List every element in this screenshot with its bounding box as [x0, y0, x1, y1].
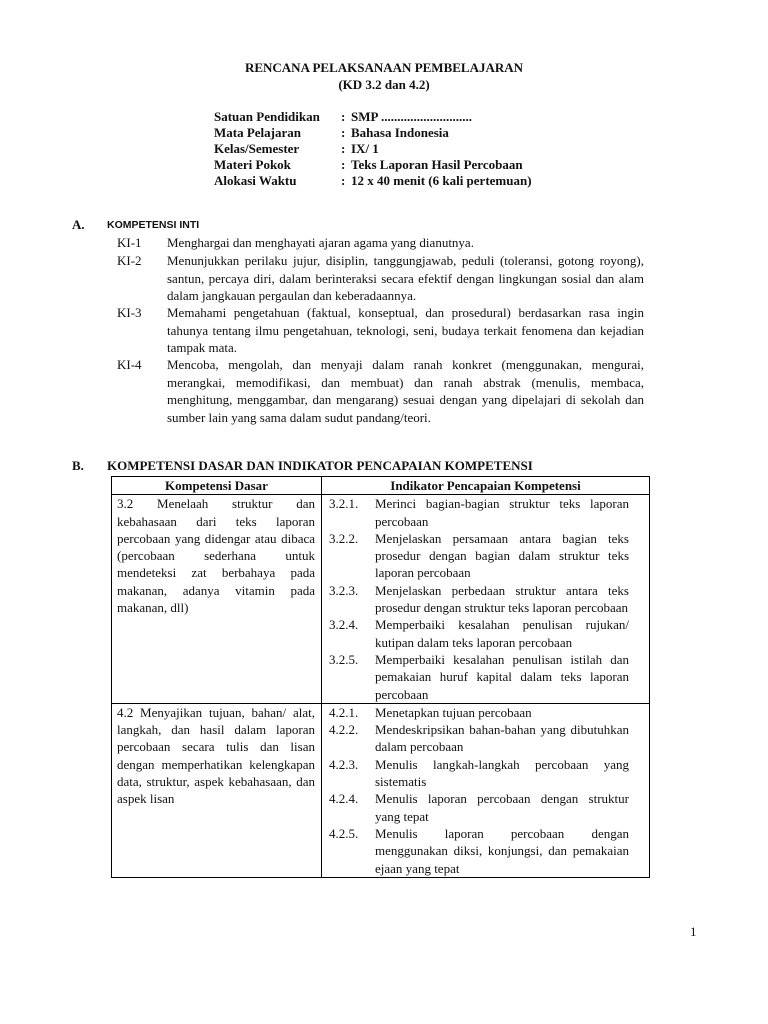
indicator-item: [329, 756, 629, 791]
indicator-item: [329, 825, 629, 877]
document-title: RENCANA PELAKSANAAN PEMBELAJARAN: [244, 60, 524, 75]
meta-separator: :: [341, 173, 346, 188]
indicator-item: [329, 790, 629, 825]
competency-table: [111, 476, 650, 878]
indicator-text: Memperbaiki kesalahan penulisan istilah dan pemakaian huruf kapital dalam teks laporan percobaan: [375, 651, 629, 702]
meta-key: Satuan Pendidikan: [214, 109, 320, 124]
meta-value: Bahasa Indonesia: [351, 125, 449, 140]
meta-key: Materi Pokok: [214, 157, 291, 172]
indicator-item: [329, 616, 629, 651]
ki-code: KI-3: [117, 305, 142, 320]
indicator-item: [329, 530, 629, 582]
section-a-letter: A.: [72, 217, 85, 232]
ki-text: Menghargai dan menghayati ajaran agama yang dianutnya.: [167, 235, 474, 250]
meta-key: Kelas/Semester: [214, 141, 300, 156]
meta-row-materi-pokok: [214, 157, 532, 173]
meta-value: Teks Laporan Hasil Percobaan: [351, 157, 523, 172]
ki-code: KI-1: [117, 235, 142, 250]
indicator-text: Menjelaskan persamaan antara bagian teks prosedur dengan bagian dalam struktur teks laporan percobaan: [375, 530, 629, 581]
indicator-item: [329, 495, 629, 530]
meta-key: Alokasi Waktu: [214, 173, 297, 188]
meta-value: IX/ 1: [351, 141, 379, 156]
indicator-item: [329, 704, 629, 721]
meta-separator: :: [341, 141, 346, 156]
indicator-text: Menulis langkah-langkah percobaan yang sistematis: [375, 756, 629, 790]
ki-code: KI-4: [117, 357, 142, 372]
indicator-code: 3.2.2.: [329, 530, 359, 546]
ki-text: Mencoba, mengolah, dan menyaji dalam ranah konkret (menggunakan, mengurai, merangkai, memodifikasi, dan membuat) dan ranah abstrak (menulis, membaca, menghitung, menggambar, dan mengarang) sesuai dengan yang dipelajari di sekolah dan sumber lain yang sama dalam sudut pandang/teori.: [167, 357, 644, 425]
column-header-kompetensi-dasar: Kompetensi Dasar: [112, 477, 322, 495]
indicator-item: [329, 582, 629, 617]
indicator-code: 4.2.3.: [329, 756, 359, 772]
kd-cell: 4.2 Menyajikan tujuan, bahan/ alat, langkah, dan hasil dalam laporan percobaan secara tulis dan lisan dengan memperhatikan kelengkapan data, struktur, aspek kebahasaan, dan aspek lisan: [112, 703, 322, 877]
indicator-code: 3.2.1.: [329, 496, 359, 512]
indicator-code: 4.2.4.: [329, 791, 359, 807]
indicator-code: 4.2.2.: [329, 722, 359, 738]
ki-code: KI-2: [117, 253, 142, 268]
ki-item-2: [117, 252, 644, 305]
table-row: [112, 703, 650, 877]
indicator-code: 3.2.5.: [329, 651, 359, 667]
ki-item-1: [117, 234, 644, 252]
column-header-indikator: Indikator Pencapaian Kompetensi: [322, 477, 650, 495]
table-row: [112, 495, 650, 704]
table-header-row: [112, 477, 650, 495]
meta-value: 12 x 40 menit (6 kali pertemuan): [351, 173, 532, 188]
page-number: 1: [690, 924, 697, 939]
ki-text: Menunjukkan perilaku jujur, disiplin, tanggungjawab, peduli (toleransi, gotong royong), santun, percaya diri, dalam berinteraksi secara efektif dengan lingkungan sosial dan alam dalam jangkauan pergaulan dan keberadaannya.: [167, 253, 644, 303]
indicator-text: Menulis laporan percobaan dengan struktur yang tepat: [375, 791, 629, 824]
meta-row-mata-pelajaran: [214, 125, 532, 141]
indicator-code: 4.2.5.: [329, 825, 359, 841]
indicator-item: [329, 721, 629, 756]
indicator-text: Merinci bagian-bagian struktur teks laporan percobaan: [375, 496, 629, 529]
indicator-text: Menetapkan tujuan percobaan: [375, 704, 532, 720]
meta-separator: :: [341, 109, 346, 124]
section-b-heading: KOMPETENSI DASAR DAN INDIKATOR PENCAPAIAN KOMPETENSI: [107, 458, 533, 473]
section-b-letter: B.: [72, 458, 84, 473]
indicator-text: Mendeskripsikan bahan-bahan yang dibutuhkan dalam percobaan: [375, 722, 629, 755]
indicator-text: Memperbaiki kesalahan penulisan rujukan/ kutipan dalam teks laporan percobaan: [375, 617, 629, 650]
meta-separator: :: [341, 125, 346, 140]
indicator-cell: [322, 495, 650, 704]
meta-key: Mata Pelajaran: [214, 125, 302, 140]
indicator-code: 3.2.3.: [329, 582, 359, 598]
ki-item-3: [117, 304, 644, 357]
ki-text: Memahami pengetahuan (faktual, konseptual, dan prosedural) berdasarkan rasa ingin tahunya tentang ilmu pengetahuan, teknologi, seni, budaya terkait fenomena dan kejadian tampak mata.: [167, 305, 644, 355]
meta-row-alokasi-waktu: [214, 173, 532, 189]
identity-block: [214, 109, 532, 189]
indicator-code: 4.2.1.: [329, 704, 359, 720]
indicator-code: 3.2.4.: [329, 617, 359, 633]
meta-row-satuan-pendidikan: [214, 109, 532, 125]
meta-row-kelas-semester: [214, 141, 532, 157]
indicator-text: Menjelaskan perbedaan struktur antara teks prosedur dengan struktur teks laporan percobaan: [375, 582, 629, 616]
section-a-heading: KOMPETENSI INTI: [107, 219, 200, 231]
ki-item-4: [117, 356, 644, 426]
kd-cell: 3.2 Menelaah struktur dan kebahasaan dari teks laporan percobaan yang didengar atau dibaca (percobaan sederhana untuk mendeteksi zat berbahaya pada makanan, adanya vitamin pada makanan, dll): [112, 495, 322, 704]
meta-separator: :: [341, 157, 346, 172]
meta-value: SMP ............................: [351, 109, 472, 124]
indicator-cell: [322, 703, 650, 877]
indicator-text: Menulis laporan percobaan dengan menggunakan diksi, konjungsi, dan pemakaian ejaan yang tepat: [375, 825, 629, 876]
document-subtitle: (KD 3.2 dan 4.2): [338, 77, 430, 92]
indicator-item: [329, 651, 629, 703]
